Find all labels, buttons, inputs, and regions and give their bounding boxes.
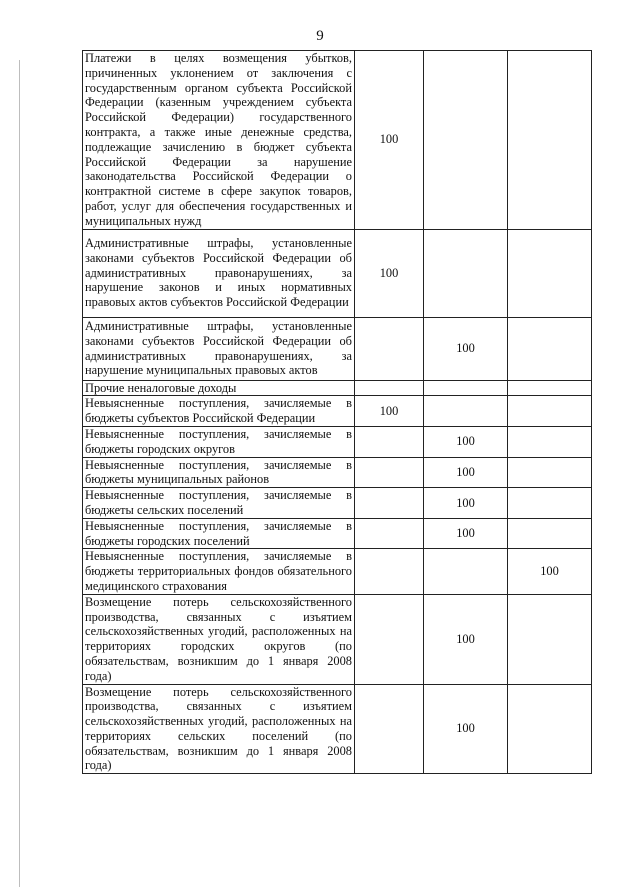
share-cell-budget-1: 100 (355, 51, 424, 230)
scan-edge-line (19, 60, 20, 887)
share-cell-budget-2: 100 (424, 518, 508, 549)
share-cell-budget-3 (508, 457, 592, 488)
revenue-description-cell: Платежи в целях возмещения убытков, причиненных уклонением от заключения с государственным органом субъекта Российской Федерации (казенным учреждением субъекта Российской Федерации) государственного контракта, а также иные денежные средства, подлежащие зачислению в бюджет субъекта Российской Федерации за нарушение законодательства Российской Федерации о контрактной системе в сфере закупок товаров, работ, услуг для обеспечения государственных и муниципальных нужд (83, 51, 355, 230)
table-row (83, 380, 592, 396)
share-cell-budget-2 (424, 380, 508, 396)
table-row (83, 518, 592, 549)
table-row (83, 684, 592, 774)
share-cell-budget-1 (355, 317, 424, 380)
table-row (83, 317, 592, 380)
table-row (83, 51, 592, 230)
revenue-description-cell: Административные штрафы, установленные законами субъектов Российской Федерации об административных правонарушениях, за нарушение законов и иных нормативных правовых актов субъектов Российской Федерации (83, 229, 355, 317)
share-cell-budget-2 (424, 549, 508, 594)
table-row (83, 594, 592, 684)
revenue-distribution-table (82, 50, 592, 774)
share-cell-budget-2: 100 (424, 426, 508, 457)
revenue-description-cell: Невыясненные поступления, зачисляемые в бюджеты территориальных фондов обязательного медицинского страхования (83, 549, 355, 594)
share-cell-budget-3 (508, 426, 592, 457)
share-cell-budget-2: 100 (424, 594, 508, 684)
share-cell-budget-3 (508, 488, 592, 519)
revenue-description-cell: Невыясненные поступления, зачисляемые в бюджеты субъектов Российской Федерации (83, 396, 355, 427)
share-cell-budget-1 (355, 518, 424, 549)
table-row (83, 457, 592, 488)
share-cell-budget-2 (424, 396, 508, 427)
revenue-description-cell: Прочие неналоговые доходы (83, 380, 355, 396)
share-cell-budget-2 (424, 229, 508, 317)
page-number: 9 (316, 28, 324, 44)
revenue-description-cell: Невыясненные поступления, зачисляемые в бюджеты городских округов (83, 426, 355, 457)
share-cell-budget-3: 100 (508, 549, 592, 594)
share-cell-budget-1 (355, 380, 424, 396)
share-cell-budget-3 (508, 51, 592, 230)
share-cell-budget-1 (355, 549, 424, 594)
share-cell-budget-3 (508, 229, 592, 317)
share-cell-budget-2: 100 (424, 684, 508, 774)
table-row (83, 396, 592, 427)
share-cell-budget-1 (355, 684, 424, 774)
share-cell-budget-3 (508, 380, 592, 396)
table-row (83, 488, 592, 519)
share-cell-budget-2 (424, 51, 508, 230)
share-cell-budget-3 (508, 317, 592, 380)
share-cell-budget-2: 100 (424, 488, 508, 519)
share-cell-budget-3 (508, 594, 592, 684)
share-cell-budget-2: 100 (424, 457, 508, 488)
table-row (83, 426, 592, 457)
table-body (83, 51, 592, 774)
share-cell-budget-1 (355, 426, 424, 457)
revenue-description-cell: Невыясненные поступления, зачисляемые в бюджеты муниципальных районов (83, 457, 355, 488)
revenue-description-cell: Невыясненные поступления, зачисляемые в бюджеты сельских поселений (83, 488, 355, 519)
share-cell-budget-1 (355, 457, 424, 488)
share-cell-budget-3 (508, 396, 592, 427)
share-cell-budget-3 (508, 684, 592, 774)
table-row (83, 229, 592, 317)
share-cell-budget-3 (508, 518, 592, 549)
revenue-description-cell: Административные штрафы, установленные законами субъектов Российской Федерации об административных правонарушениях, за нарушение муниципальных правовых актов (83, 317, 355, 380)
revenue-description-cell: Возмещение потерь сельскохозяйственного производства, связанных с изъятием сельскохозяйственных угодий, расположенных на территориях городских округов (по обязательствам, возникшим до 1 января 2008 года) (83, 594, 355, 684)
share-cell-budget-1 (355, 594, 424, 684)
table-row (83, 549, 592, 594)
revenue-description-cell: Невыясненные поступления, зачисляемые в бюджеты городских поселений (83, 518, 355, 549)
share-cell-budget-1: 100 (355, 396, 424, 427)
share-cell-budget-1: 100 (355, 229, 424, 317)
revenue-description-cell: Возмещение потерь сельскохозяйственного производства, связанных с изъятием сельскохозяйственных угодий, расположенных на территориях сельских поселений (по обязательствам, возникшим до 1 января 2008 года) (83, 684, 355, 774)
share-cell-budget-1 (355, 488, 424, 519)
share-cell-budget-2: 100 (424, 317, 508, 380)
